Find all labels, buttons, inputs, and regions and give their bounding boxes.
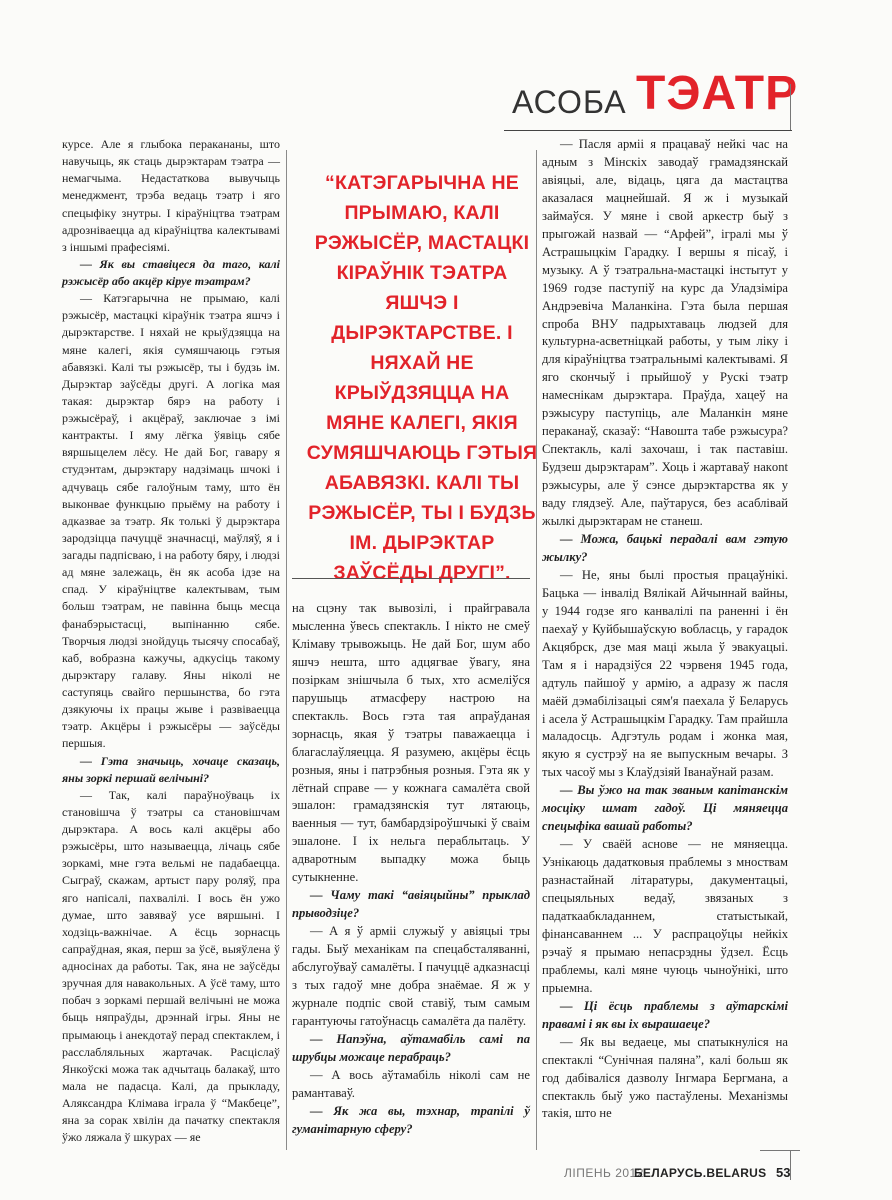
paragraph: курсе. Але я глыбока перакананы, што навучыць, як стаць дырэктарам тэатра — немагчыма. Недастаткова вывучыць менеджмент, трэба ведаць тэатр і яго спецыфіку знутры. І кіраўніцтва тэатрам адрозніваецца ад кіраўніцтва калектывамі з іншымі прафесіямі. bbox=[62, 137, 280, 254]
section-title: ТЭАТР bbox=[636, 67, 799, 120]
paragraph: — У сваёй аснове — не мяняецца. Узнікаюць дадатковыя праблемы з мноствам разнастайнай літаратуры, дакументацыі, спецыяльных ведаў, звязаных з падаткаабкладаннем, статыстыкай, фінансаваннем ... У распрацоўцы нейкіх рэчаў я прымаю непасрэдны ўдзел. Ёсць праблемы, калі мяне чуюць чыноўнікі, што прыемна. bbox=[542, 837, 788, 995]
interview-question: — Вы ўжо на так званым капітанскім мосціку шмат гадоў. Ці мяняецца спецыфіка вашай работы? bbox=[542, 783, 788, 834]
paragraph: — Як вы ведаеце, мы спатыкнуліся на спектаклі “Сунічная паляна”, калі больш як год дабіваліся дазволу Інгмара Бергмана, а спектакль быў ужо пастаўлены. Механізмы такія, што не bbox=[542, 1034, 788, 1121]
footer-tick bbox=[790, 1150, 791, 1180]
footer-rule bbox=[760, 1150, 800, 1151]
interview-question: — Як вы ставіцеся да таго, калі рэжысёр або акцёр кіруе тэатрам? bbox=[62, 256, 280, 288]
interview-question: — Гэта значыць, хочаце сказаць, яны зоркі першай велічыні? bbox=[62, 753, 280, 785]
paragraph: на сцэну так вывозілі, і прайгравала мысленна ўвесь спектакль. І нікто не смеў Клімаву трывожыць. Не дай Бог, шум або яшчэ нешта, што адцягвае ўвагу, яна позіркам знішчыла б тых, хто асмеліўся парушыць атмасферу настрою на спектакль. Вось гэта тая апраўданая зорнасць, якая ў тэатры паважаецца і благаслаўляецца. Я разумею, акцёры ёсць розныя, яны і патрэбныя розныя. Гэта як у лётнай справе — у кожнага самалёта свой эшалон: грамадзянскія тут лятаюць, ваенныя — тут, бамбардзіроўшчыкі ў сваім эшалоне. І іх нельга пераблытаць. У адваротным выпадку можа быць сутыкненне. bbox=[292, 601, 530, 885]
header-tick bbox=[790, 84, 791, 130]
interview-question: — Напэўна, аўтамабіль самі па шрубцы можаце перабраць? bbox=[292, 1031, 530, 1064]
interview-question: — Можа, бацькі перадалі вам гэтую жылку? bbox=[542, 531, 788, 564]
pull-quote: “КАТЭГАРЫЧНА НЕ ПРЫМАЮ, КАЛІ РЭЖЫСЁР, МАСТАЦКІ КІРАЎНІК ТЭАТРА ЯШЧЭ І ДЫРЭКТАРСТВЕ. І НЯХАЙ НЕ КРЫЎДЗЯЦЦА НА МЯНЕ КАЛЕГІ, ЯКІЯ СУМЯШЧАЮЦЬ ГЭТЫЯ АБАВЯЗКІ. КАЛІ ТЫ РЭЖЫСЁР, ТЫ І БУДЗЬ ІМ. ДЫРЭКТАР ЗАЎСЁДЫ ДРУГІ”. bbox=[306, 172, 538, 584]
paragraph: — А я ў арміі служыў у авіяцыі тры гады. Быў механікам па спецабсталяванні, абслугоўваў самалёты. І пачуццё адказнасці з тых гадоў мне добра знаёмае. Я ж у журнале подпіс свой ставіў, тым самым гарантуючы гатоўнасць самалёта да палёту. bbox=[292, 924, 530, 1028]
text-column-3 bbox=[542, 136, 788, 1123]
paragraph: — Пасля арміі я працаваў нейкі час на адным з Мінскіх заводаў грамадзянскай авіяцыі, але, відаць, цяга да мастацтва аказалася мацнейшай. Я ж і музыкай займаўся. У мяне і свой аркестр быў з прыгожай назвай — “Арфей”, ігралі мы ў Астрашыцкім Гарадку. І вершы я пісаў, і музыку. А ў тэатральна-мастацкі інстытут у 1969 годзе паступіў на курс да Уладзіміра Андрэевіча Маланкіна. Гэта была першая спроба ВНУ падрыхтаваць людзей для культурна-асветніцкай работы, у тым ліку і для кіраўніцтва тэатральнымі калектывамі. Я яго скончыў і прыйшоў у Рускі тэатр намеснікам дырэктара. Праўда, хацеў на рэжысуру паступіць, але Маланкін мяне пераканаў, сказаў: “Навошта табе рэжысура? Спектакль, калі захочаш, і так паставіш. Будзеш дырэктарам”. Хоць і жартаваў накont рэжысуры, але ў сэнсе дырэктарства як у ваду глядзеў. Але, паўтаруся, без асаблівай жылкі дырэктарам не станеш. bbox=[542, 137, 788, 529]
interview-question: — Чаму такі “авіяцыйны” прыклад прыводзіце? bbox=[292, 888, 530, 921]
interview-question: — Як жа вы, тэхнар, трапілі ў гуманітарную сферу? bbox=[292, 1103, 530, 1136]
text-column-2 bbox=[292, 600, 530, 1139]
page-number: 53 bbox=[776, 1165, 791, 1180]
interview-question: — Ці ёсць праблемы з аўтарскімі правамі і як вы іх вырашаеце? bbox=[542, 998, 788, 1031]
paragraph: — Так, калі параўноўваць іх становішча ў тэатры са становішчам дырэктара. А вось калі акцёры або рэжысёры, што называецца, лічаць сябе зоркамі, мне гэта вельмі не падабаецца. Сыграў, скажам, артыст пару роляў, пра яго напісалі, пахвалілі. І вось ён ужо думае, што завяваў усе вяршыні. І ходзіць-важнічае. А ёсць зорнасць сапраўдная, якая, перш за ўсё, выяўлена ў адносінах да работы. Так, яна не заўсёды зручная для навакольных. А ўсё таму, што побач з зоркамі першай велічыні не можа быць няпраўды, дрэннай ігры. Яны не прымаюць і анекдотаў перад спектаклем, і расслабляльных жартачак. Расціслаў Янкоўскі можа так адчытаць балакаў, што мала не падасца. Калі, да прыкладу, Аляксандра Клімава іграла ў “Макбеце”, яна за сорак хвілін да пачатку спектакля ўжо ляжала ў шкурах — яе bbox=[62, 787, 280, 1145]
paragraph: — Не, яны былі простыя працаўнікі. Бацька — інвалід Вялікай Айчыннай вайны, у 1944 годзе яго канвалілі па раненні і ён паехаў у Куйбышаўскую вобласць, у гарадок Акцябрск, дзе мая маці жыла ў эвакуацыі. Там я і нарадзіўся 22 чэрвеня 1945 года, адтуль пайшоў у армію, а адразу ж пасля маёй дэмабілізацыі сям'я паехала ў Беларусь і асела ў Астрашыцкім Гарадку. Там прайшла маладосць. Адгэтуль родам і жонка мая, якую я сустрэў на яе выпускным вечары. З тых часоў мы з Клаўдзіяй Іванаўнай разам. bbox=[542, 567, 788, 780]
paragraph: — А вось аўтамабіль ніколі сам не рамантаваў. bbox=[292, 1067, 530, 1100]
header-rule bbox=[504, 130, 792, 131]
column-rule bbox=[286, 150, 287, 1150]
issue-date: ЛІПЕНЬ 2012 bbox=[564, 1166, 644, 1180]
text-column-1 bbox=[62, 136, 280, 1146]
pull-quote-rule bbox=[292, 578, 530, 579]
magazine-name: БЕЛАРУСЬ.BELARUS bbox=[634, 1166, 767, 1180]
paragraph: — Катэгарычна не прымаю, калі рэжысёр, мастацкі кіраўнік тэатра яшчэ і дырэктарстве. І няхай не крыўдзяцца на мяне калегі, якія сумяшчаюць гэтыя абавязкі. Калі ты рэжысёр, ты і будзь ім. Дырэктар заўсёды другі. А логіка мая такая: дырэктар бярэ на работу і рэжысёраў, і акцёраў, заключае з імі кантракты. І яму лёгка ўявіць сябе вяршыцелем лёсу. Не дай Бог, гавару я студэнтам, дырэктару надзімаць шчокі і адчуваць сябе галоўным таму, што ён выконвае функцыю прыёму на работу і адказвае за тэатр. Як толькі ў дырэктара зародзіцца пачуццё значнасці, маўляў, я і загады падпісваю, і на работу бяру, і людзі ад мяне залежаць, ён як асоба ідзе на спад. У кіраўніцтве калектывам, тым больш тэатрам, не павінна быць месца фанабэрыстасці, выпінанню сябе. Творчыя людзі знойдуць тысячу спосабаў, каб, вобразна кажучы, адкусіць такому дырэктару галаву. Яны ніколі не саступяць свайго першынства, бо гэта дзякуючы іх працы жыве і развіваецца тэатр. Акцёры і рэжысёры — заўсёды першыя. bbox=[62, 291, 280, 751]
section-kicker: АСОБА bbox=[512, 84, 627, 120]
